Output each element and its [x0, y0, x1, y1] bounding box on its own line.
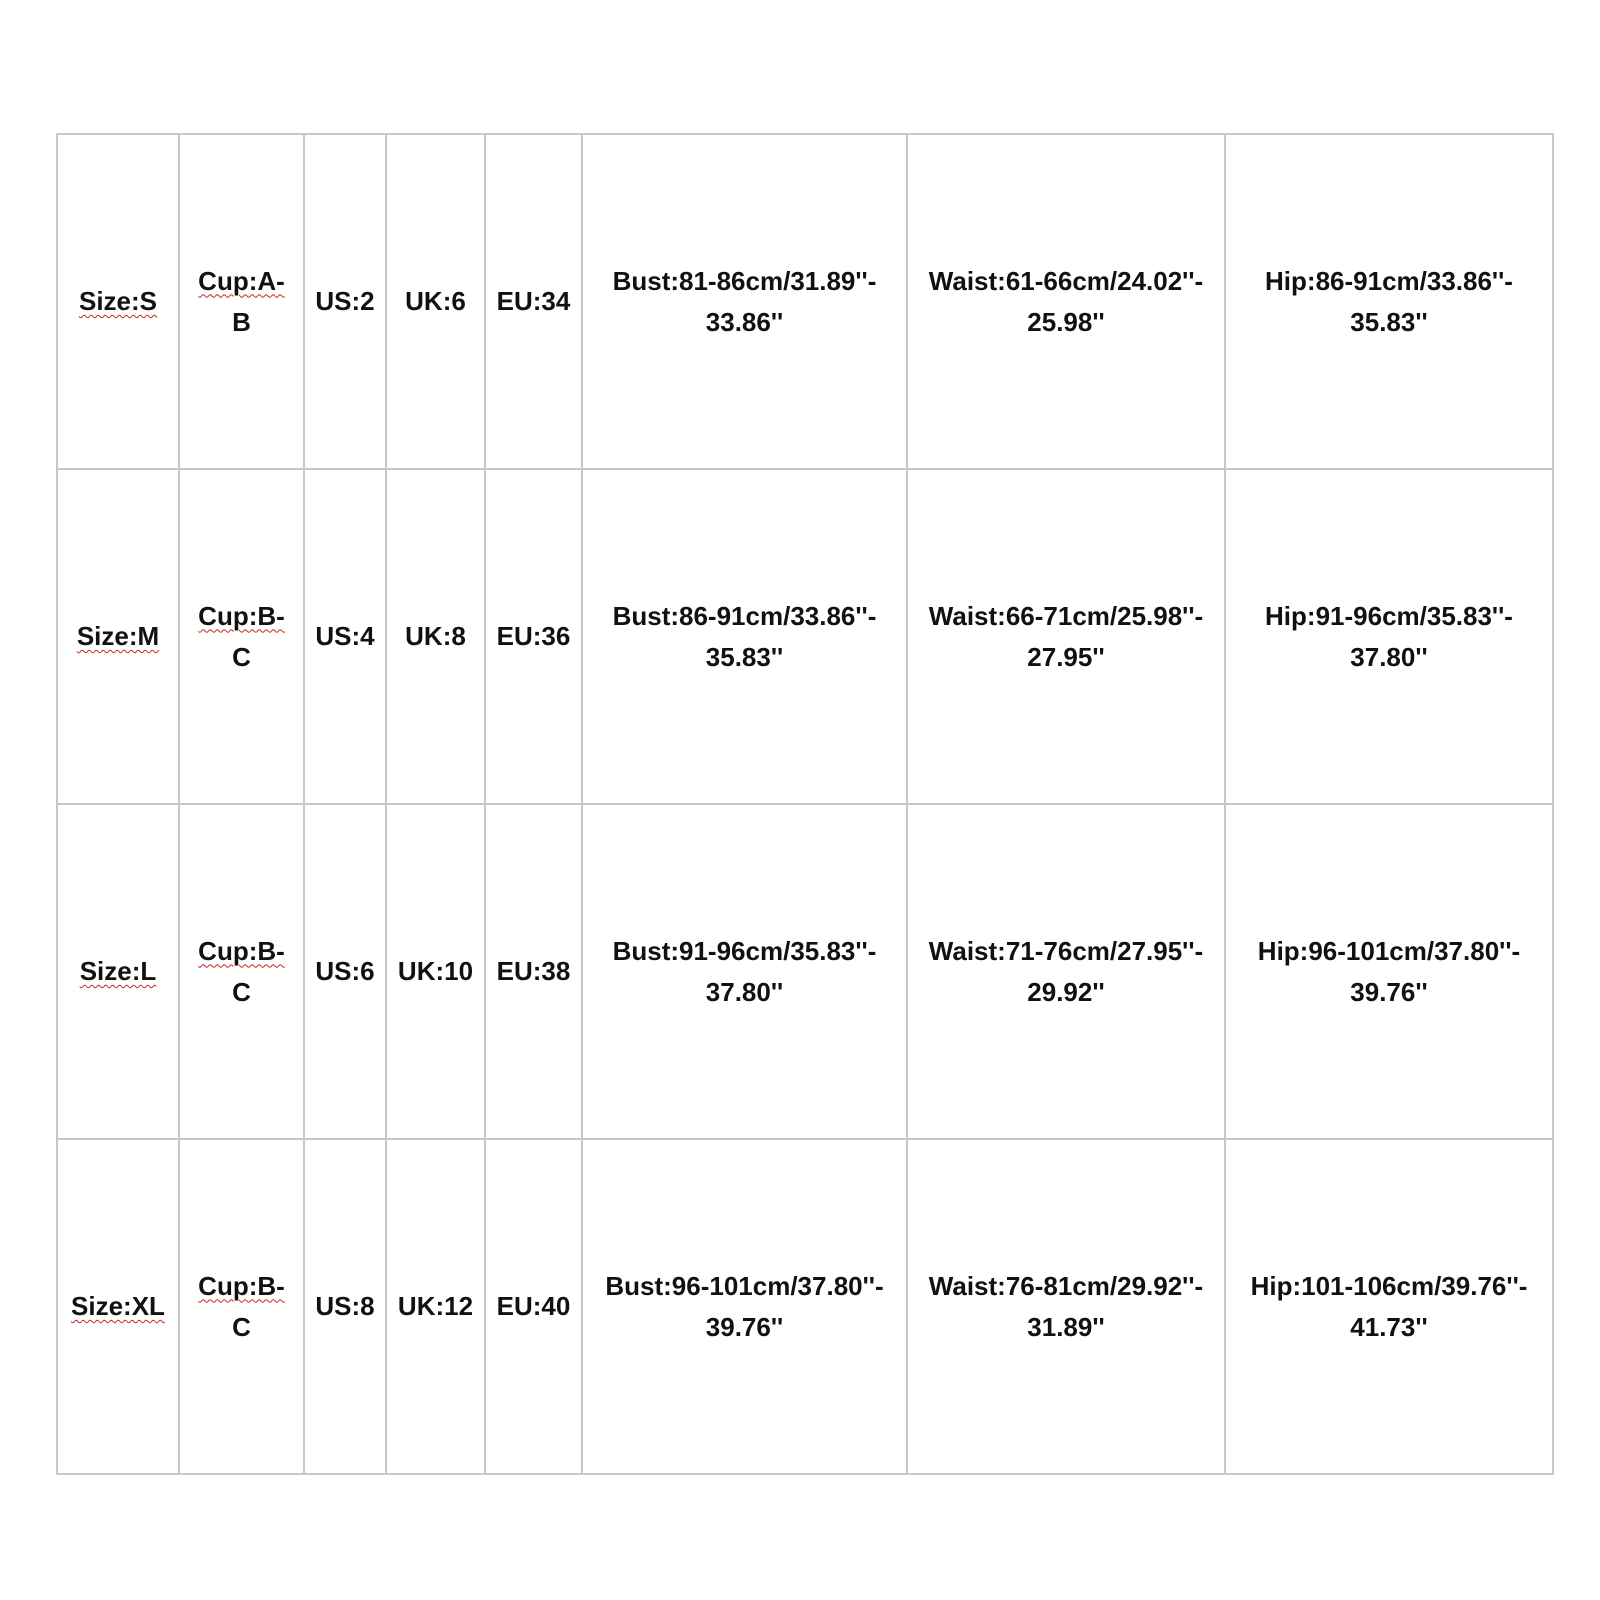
cup-cell — [179, 469, 304, 804]
hip-cell — [1225, 469, 1553, 804]
hip-line-2: 37.80'' — [1350, 641, 1428, 672]
hip-line-2: 41.73'' — [1350, 1311, 1428, 1342]
eu-cell: EU:38 — [485, 804, 582, 1139]
table-row — [57, 804, 1553, 1139]
hip-line-1: Hip:96-101cm/37.80''- — [1257, 935, 1521, 966]
bust-line-2: 35.83'' — [705, 641, 784, 672]
waist-cell — [907, 469, 1225, 804]
waist-line-1: Waist:76-81cm/29.92''- — [928, 1270, 1204, 1301]
bust-cell — [582, 134, 907, 469]
hip-cell — [1225, 134, 1553, 469]
waist-line-2: 27.95'' — [1027, 641, 1105, 672]
waist-line-1: Waist:66-71cm/25.98''- — [928, 600, 1204, 631]
table-row — [57, 134, 1553, 469]
size-label: Size:XL — [71, 1291, 165, 1321]
size-chart-table — [56, 133, 1554, 1475]
bust-line-1: Bust:96-101cm/37.80''- — [605, 1270, 884, 1301]
cup-line-1: Cup:A- — [198, 265, 285, 296]
cup-line-1: Cup:B- — [198, 935, 285, 966]
eu-cell: EU:36 — [485, 469, 582, 804]
hip-cell — [1225, 804, 1553, 1139]
cup-cell — [179, 134, 304, 469]
waist-line-1: Waist:61-66cm/24.02''- — [928, 265, 1204, 296]
bust-line-1: Bust:86-91cm/33.86''- — [612, 600, 877, 631]
bust-cell — [582, 469, 907, 804]
cup-line-1: Cup:B- — [198, 1270, 285, 1301]
cup-line-2: C — [232, 1311, 251, 1342]
bust-line-1: Bust:91-96cm/35.83''- — [612, 935, 877, 966]
eu-cell: EU:34 — [485, 134, 582, 469]
uk-cell: UK:12 — [386, 1139, 485, 1474]
waist-line-2: 25.98'' — [1027, 306, 1105, 337]
hip-line-2: 39.76'' — [1350, 976, 1428, 1007]
bust-line-1: Bust:81-86cm/31.89''- — [612, 265, 877, 296]
waist-cell — [907, 134, 1225, 469]
size-cell — [57, 1139, 179, 1474]
uk-cell: UK:6 — [386, 134, 485, 469]
size-cell — [57, 134, 179, 469]
waist-cell — [907, 1139, 1225, 1474]
hip-line-1: Hip:101-106cm/39.76''- — [1250, 1270, 1528, 1301]
size-cell — [57, 469, 179, 804]
bust-cell — [582, 1139, 907, 1474]
size-label: Size:M — [76, 621, 160, 651]
waist-line-2: 29.92'' — [1027, 976, 1105, 1007]
us-cell: US:6 — [304, 804, 386, 1139]
cup-cell — [179, 804, 304, 1139]
bust-line-2: 33.86'' — [705, 306, 784, 337]
hip-line-2: 35.83'' — [1350, 306, 1428, 337]
hip-cell — [1225, 1139, 1553, 1474]
hip-line-1: Hip:91-96cm/35.83''- — [1265, 600, 1513, 631]
size-label: Size:L — [79, 956, 157, 986]
bust-line-2: 39.76'' — [705, 1311, 784, 1342]
cup-cell — [179, 1139, 304, 1474]
cup-line-2: C — [232, 641, 251, 672]
bust-line-2: 37.80'' — [705, 976, 784, 1007]
cup-line-1: Cup:B- — [198, 600, 285, 631]
table-row — [57, 1139, 1553, 1474]
uk-cell: UK:8 — [386, 469, 485, 804]
uk-cell: UK:10 — [386, 804, 485, 1139]
us-cell: US:4 — [304, 469, 386, 804]
size-label: Size:S — [78, 286, 158, 316]
waist-cell — [907, 804, 1225, 1139]
eu-cell: EU:40 — [485, 1139, 582, 1474]
table-row — [57, 469, 1553, 804]
waist-line-1: Waist:71-76cm/27.95''- — [928, 935, 1204, 966]
us-cell: US:8 — [304, 1139, 386, 1474]
cup-line-2: C — [232, 976, 251, 1007]
waist-line-2: 31.89'' — [1027, 1311, 1105, 1342]
hip-line-1: Hip:86-91cm/33.86''- — [1265, 265, 1513, 296]
cup-line-2: B — [232, 306, 251, 337]
bust-cell — [582, 804, 907, 1139]
size-cell — [57, 804, 179, 1139]
us-cell: US:2 — [304, 134, 386, 469]
